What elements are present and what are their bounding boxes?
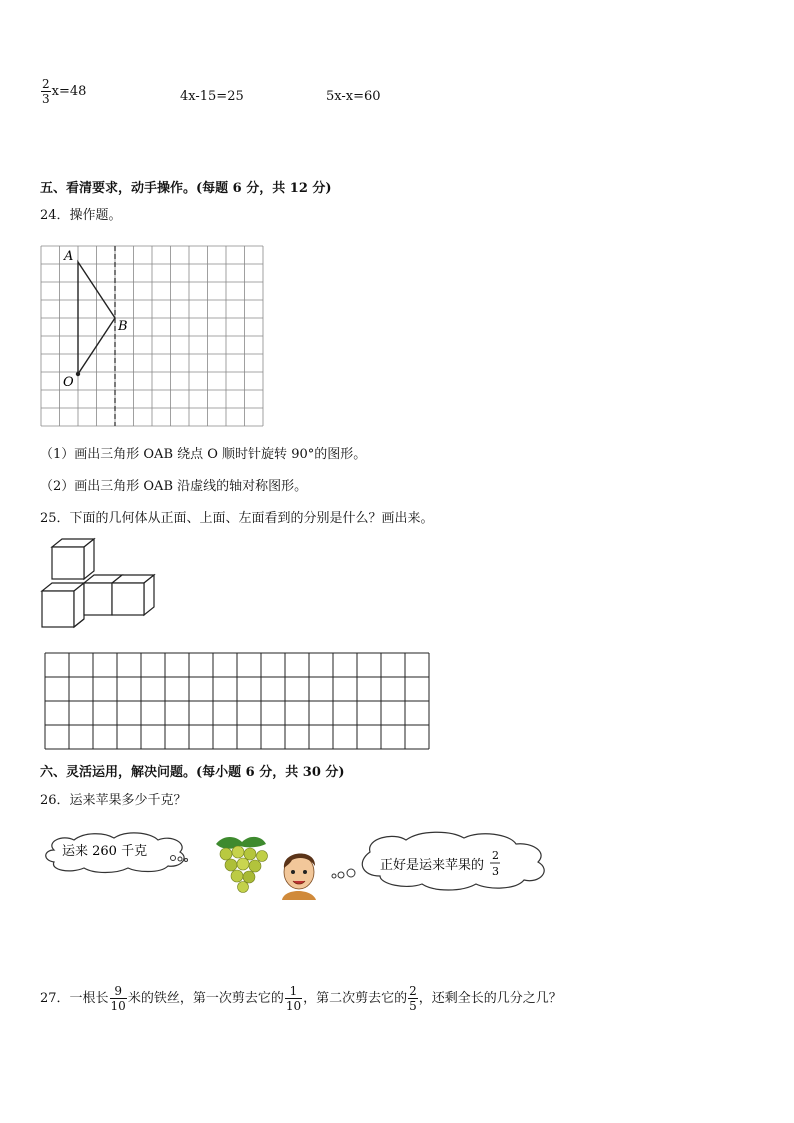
q27: 27．一根长 $\frac{9}{10}$ 米的铁丝，第一次剪去它的 $\frac{1}{10}$ ，第二次剪去它的 $\frac{2}{5}$ ，还剩全长的几分之几？ <box>40 984 562 1013</box>
fraction: $\frac{2}{5}$ <box>409 984 417 1013</box>
bubble-dot <box>338 872 344 878</box>
q24-sub2: （2）画出三角形 OAB 沿虚线的轴对称图形。 <box>40 479 308 494</box>
label-o: O <box>63 375 74 390</box>
q24-title: 24．操作题。 <box>40 208 122 223</box>
bubble-dot <box>171 856 176 861</box>
equation-1: $\frac{2}{3}$ x=48 <box>42 77 87 106</box>
bubble-right-denominator: 3 <box>492 865 499 878</box>
cube-front-face <box>52 547 84 579</box>
equation-2: 4x-15=25 <box>180 89 244 104</box>
bubble-right-text: 正好是运来苹果的 <box>380 858 485 873</box>
cube-front-face <box>42 591 74 627</box>
bubble-dot <box>332 874 336 878</box>
bubble-dot <box>185 859 188 862</box>
fraction: $\frac{2}{3}$ <box>42 77 50 106</box>
grid <box>41 246 263 426</box>
bubble-left-text: 运来 260 千克 <box>62 844 148 859</box>
q26-title: 26．运来苹果多少千克？ <box>40 793 187 808</box>
label-b: B <box>118 319 128 334</box>
cube-figure <box>38 535 168 635</box>
grid <box>45 653 429 749</box>
bubble-dot <box>347 869 355 877</box>
point-o <box>76 372 80 376</box>
cube-front-face <box>112 583 144 615</box>
fraction: $\frac{1}{10}$ <box>285 984 302 1013</box>
cube-front-face <box>84 583 112 615</box>
equation-3: 5x-x=60 <box>326 89 381 104</box>
boy-image <box>282 853 316 900</box>
section-5-title: 五、看清要求，动手操作。(每题 6 分，共 12 分) <box>40 181 332 196</box>
q25-title: 25．下面的几何体从正面、上面、左面看到的分别是什么？画出来。 <box>40 511 434 526</box>
answer-grid <box>44 652 432 750</box>
bubble-dot <box>178 857 182 861</box>
q24-grid-figure <box>38 240 268 430</box>
fraction: $\frac{9}{10}$ <box>110 984 126 1013</box>
bubble-right-numerator: 2 <box>492 849 499 862</box>
label-a: A <box>64 249 74 264</box>
q26-illustration <box>40 830 570 910</box>
grapes-image <box>216 837 268 893</box>
q24-sub1: （1）画出三角形 OAB 绕点 O 顺时针旋转 90°的图形。 <box>40 447 367 462</box>
section-6-title: 六、灵活运用，解决问题。(每小题 6 分，共 30 分) <box>40 765 345 780</box>
